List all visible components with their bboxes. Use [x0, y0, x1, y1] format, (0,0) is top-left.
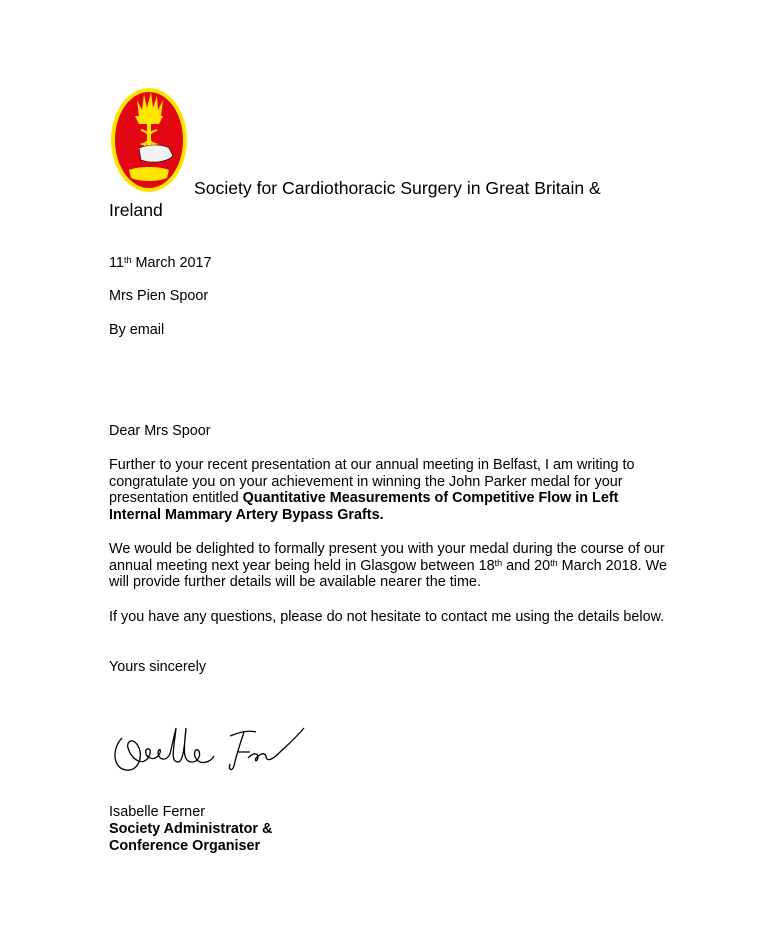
paragraph-contact: If you have any questions, please do not hesitate to contact me using the details below. [109, 609, 665, 625]
signatory-name: Isabelle Ferner [109, 804, 205, 820]
signatory-role-line1: Society Administrator & [109, 821, 273, 837]
presentation-title: Quantitative Measurements of Competitive Flow in Left Internal Mammary Artery Bypass Grafts. [109, 490, 619, 523]
society-name-line1: Society for Cardiothoracic Surgery in Great Britain & [194, 178, 601, 198]
society-name-line2: Ireland [109, 200, 163, 220]
closing: Yours sincerely [109, 659, 207, 675]
recipient-name: Mrs Pien Spoor [109, 288, 209, 304]
salutation: Dear Mrs Spoor [109, 423, 211, 439]
paragraph-medal-presentation: We would be delighted to formally present you with your medal during the course of our annual meeting next year being held in Glasgow between 18th and 20th March 2018. We will provide further details will be available nearer the time. [109, 541, 667, 590]
delivery-method: By email [109, 322, 165, 338]
signatory-role-line2: Conference Organiser [109, 838, 261, 854]
handwritten-signature [108, 718, 308, 778]
letter-date: 11th March 2017 [109, 255, 212, 271]
paragraph-award: Further to your recent presentation at our annual meeting in Belfast, I am writing to congratulate you on your achievement in winning the John Parker medal for your presentation entitled Quantitative Measurements of Competitive Flow in Left Internal Mammary Artery Bypass Grafts. [109, 457, 635, 523]
society-logo [109, 86, 189, 194]
